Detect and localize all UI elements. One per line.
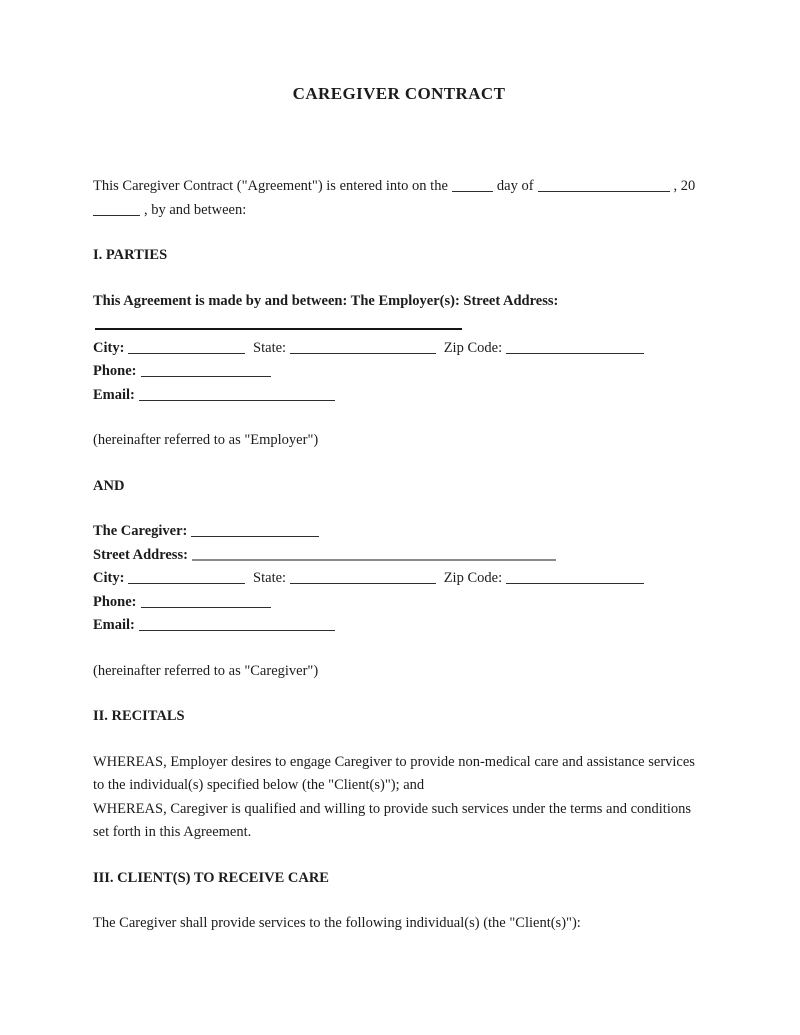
intro-text-by-and-between: , by and between: [144, 201, 247, 218]
caregiver-phone-field[interactable] [141, 595, 271, 608]
employer-state-field[interactable] [290, 341, 436, 354]
recitals-heading: II. RECITALS [93, 708, 185, 724]
caregiver-name-field[interactable] [191, 524, 319, 537]
caregiver-note: (hereinafter referred to as "Caregiver") [93, 662, 319, 679]
clients-heading: III. CLIENT(S) TO RECEIVE CARE [93, 869, 329, 886]
caregiver-city-label: City: [93, 570, 125, 586]
employer-phone-field[interactable] [141, 364, 271, 377]
caregiver-name-row [93, 520, 705, 544]
recitals-paragraph [93, 751, 705, 845]
employer-note: (hereinafter referred to as "Employer") [93, 432, 319, 448]
intro-text-before-day: This Caregiver Contract ("Agreement") is entered into on the [93, 178, 448, 194]
caregiver-zip-label: Zip Code: [443, 570, 503, 586]
caregiver-street-address-field[interactable] [192, 547, 556, 561]
employer-zip-label: Zip Code: [443, 339, 503, 356]
year-blank-field[interactable] [93, 203, 140, 216]
employer-street-address-row [93, 313, 705, 337]
caregiver-block [93, 520, 705, 638]
caregiver-city-state-zip-row [93, 567, 705, 591]
caregiver-phone-row [93, 591, 705, 615]
whereas-clause-2: WHEREAS, Caregiver is qualified and willing to provide such services under the terms and conditions set forth in this Agreement. [93, 800, 691, 840]
parties-heading: I. PARTIES [93, 247, 168, 263]
employer-city-label: City: [93, 339, 125, 356]
employer-block [93, 290, 705, 408]
month-blank-field[interactable] [538, 179, 670, 192]
employer-phone-row [93, 360, 705, 384]
caregiver-zip-field[interactable] [506, 571, 644, 584]
employer-email-field[interactable] [139, 388, 335, 401]
employer-email-label: Email: [93, 386, 135, 403]
intro-text-day-of: day of [496, 178, 534, 194]
employer-email-row [93, 384, 705, 408]
employer-city-field[interactable] [128, 341, 245, 354]
document-title: CAREGIVER CONTRACT [292, 84, 506, 103]
caregiver-state-label: State: [253, 570, 287, 586]
employer-phone-label: Phone: [93, 363, 137, 379]
clients-body: The Caregiver shall provide services to the following individual(s) (the "Client(s)"): [93, 915, 581, 931]
caregiver-city-field[interactable] [128, 571, 245, 584]
intro-line-2 [93, 199, 705, 223]
caregiver-street-address-row [93, 544, 705, 568]
employer-lead: This Agreement is made by and between: The Employer(s): Street Address: [93, 292, 559, 309]
and-separator: AND [93, 477, 125, 494]
employer-street-address-field[interactable] [95, 316, 462, 330]
intro-line-1 [93, 175, 705, 199]
caregiver-state-field[interactable] [290, 571, 436, 584]
caregiver-street-address-label: Street Address: [93, 546, 188, 563]
caregiver-name-label: The Caregiver: [93, 523, 188, 539]
caregiver-email-row [93, 614, 705, 638]
employer-city-state-zip-row [93, 337, 705, 361]
caregiver-phone-label: Phone: [93, 593, 137, 610]
employer-state-label: State: [253, 339, 287, 356]
intro-text-year-prefix: , 20 [673, 178, 696, 194]
employer-zip-field[interactable] [506, 341, 644, 354]
day-blank-field[interactable] [452, 179, 493, 192]
caregiver-email-label: Email: [93, 617, 135, 633]
whereas-clause-1: WHEREAS, Employer desires to engage Caregiver to provide non-medical care and assistance services to the individual(s) specified below (the "Client(s)"); and [93, 753, 695, 793]
intro-paragraph [93, 175, 705, 222]
caregiver-email-field[interactable] [139, 618, 335, 631]
